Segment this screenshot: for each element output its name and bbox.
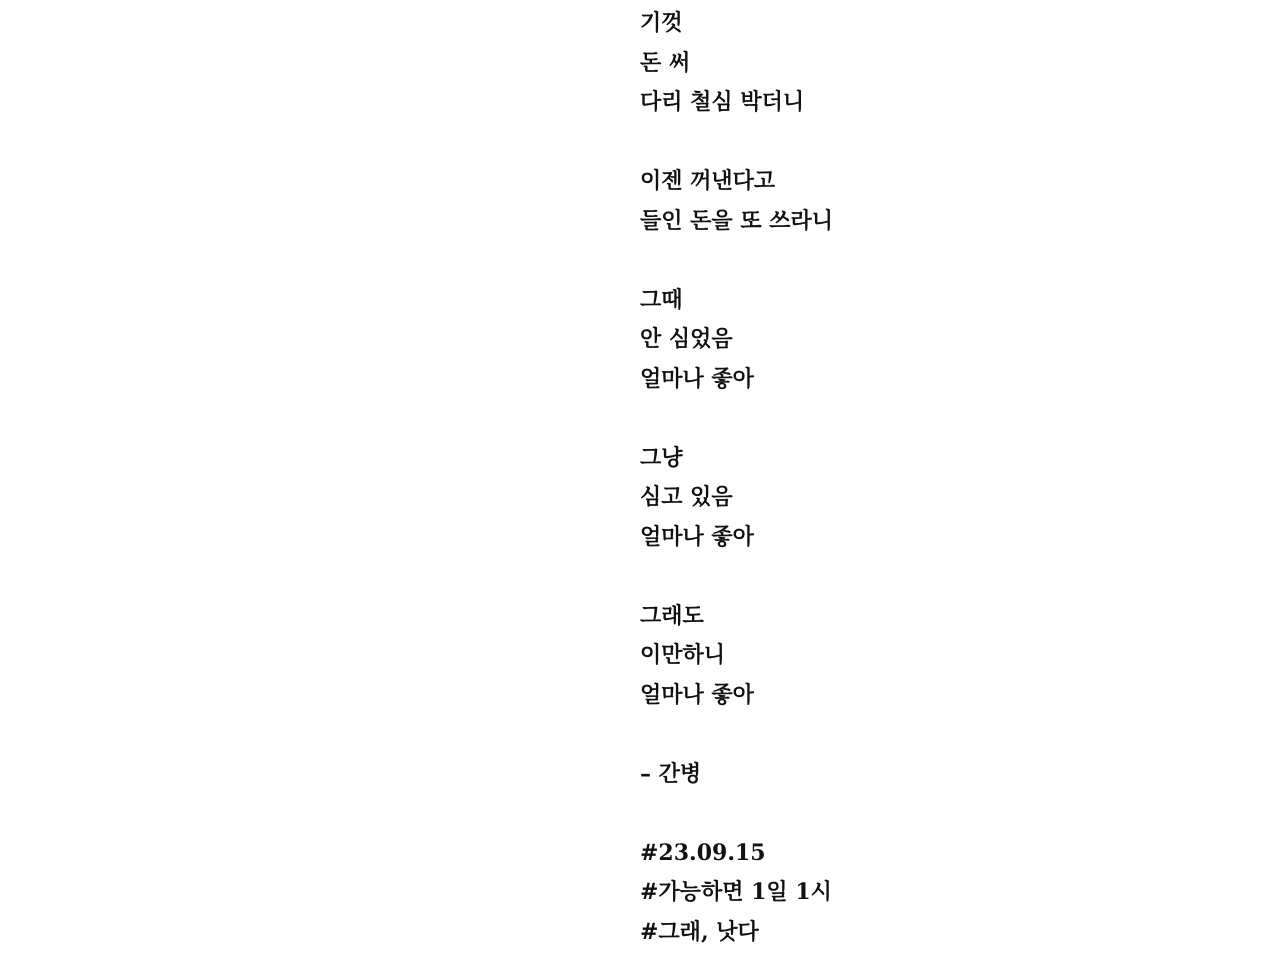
poem-author: – 간병	[640, 760, 702, 787]
stanza-gap	[640, 715, 1240, 755]
stanza-2	[640, 162, 1240, 241]
stanza-4	[640, 439, 1240, 558]
stanza-gap	[640, 557, 1240, 597]
stanza-gap	[640, 794, 1240, 834]
stanza-gap	[640, 399, 1240, 439]
poem-body	[640, 4, 1240, 952]
stanza-1	[640, 4, 1240, 123]
stanza-3	[640, 281, 1240, 400]
poem-line: 이젠 꺼낸다고	[640, 168, 776, 194]
poem-line: 그냥	[640, 444, 683, 471]
stanza-5	[640, 597, 1240, 716]
hashtag: #23.09.15	[640, 839, 766, 866]
poem-line: 그때	[640, 286, 683, 313]
poem-line: 안 심었음	[640, 326, 733, 352]
poem-line: 들인 돈을 또 쓰라니	[640, 207, 833, 234]
stanza-gap	[640, 241, 1240, 281]
poem-line: 돈 써	[640, 49, 691, 76]
poem-line: 이만하니	[640, 642, 726, 668]
poem-line: 얼마나 좋아	[640, 365, 754, 392]
stanza-gap	[640, 123, 1240, 163]
poem-line: 얼마나 좋아	[640, 681, 754, 708]
poem-line: 다리 철심 박더니	[640, 89, 805, 115]
poem-line: 심고 있음	[640, 484, 733, 510]
hashtag: #그래, 낫다	[640, 918, 759, 945]
hashtag-list	[640, 834, 1240, 953]
poem-line: 기껏	[640, 10, 683, 36]
poem-line: 그래도	[640, 602, 704, 629]
poem-line: 얼마나 좋아	[640, 523, 754, 550]
hashtag: #가능하면 1일 1시	[640, 879, 832, 905]
